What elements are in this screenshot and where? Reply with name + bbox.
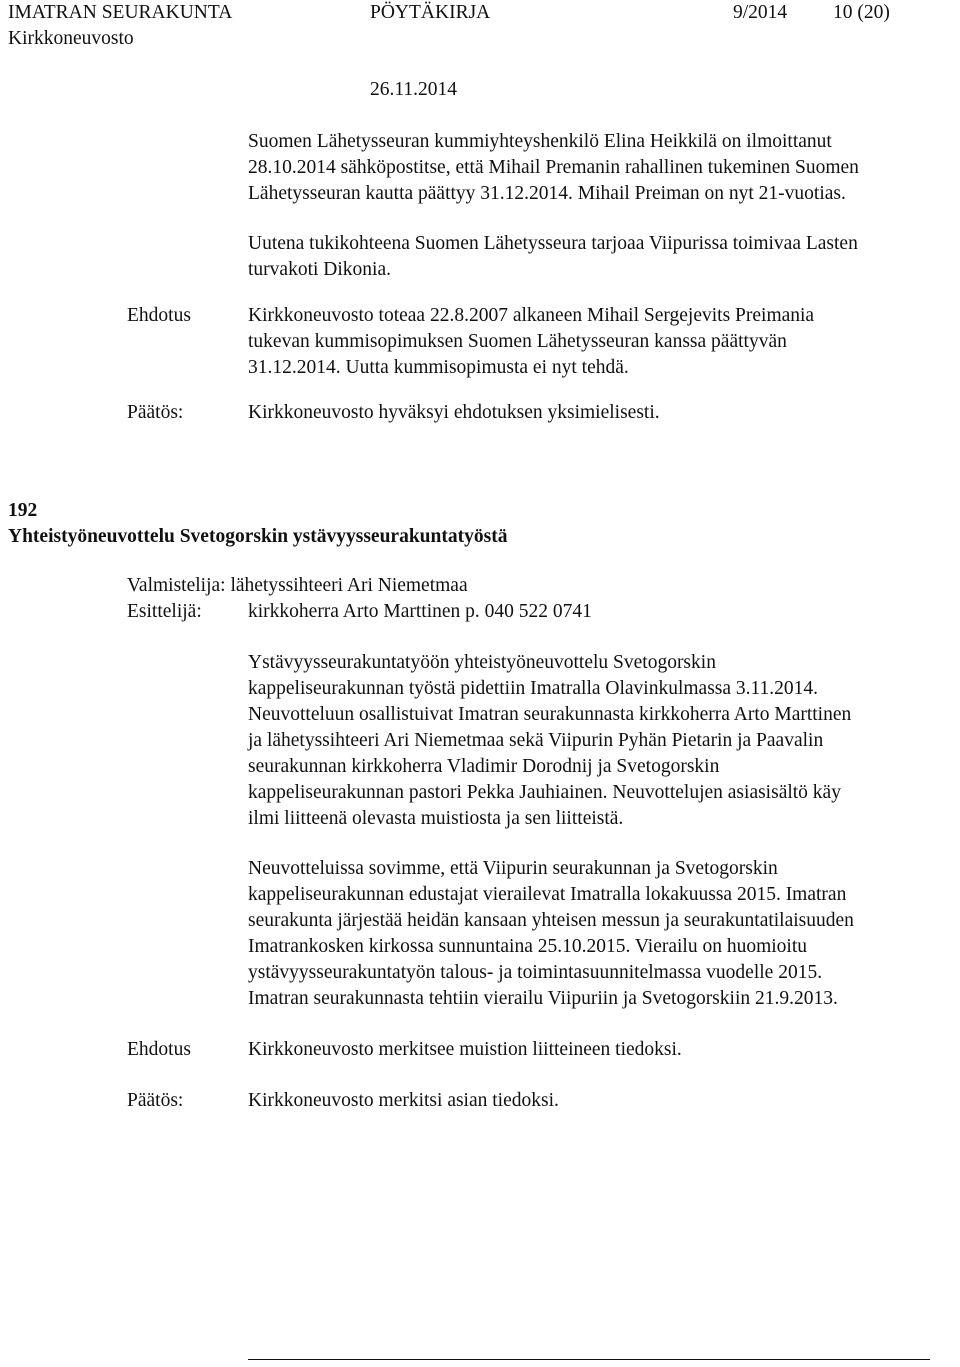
text-line: Ystävyysseurakuntatyöön yhteistyöneuvottelu Svetogorskin xyxy=(248,652,716,673)
page-number: 10 (20) xyxy=(833,2,890,23)
signature-line xyxy=(248,1359,930,1360)
text-line: Imatrankosken kirkossa sunnuntaina 25.10.2015. Vierailu on huomioitu xyxy=(248,936,808,957)
text-line: Neuvotteluissa sovimme, että Viipurin seurakunnan ja Svetogorskin xyxy=(248,858,778,879)
item-proposal-label: Ehdotus xyxy=(127,1039,191,1060)
text-line: Imatran seurakunnasta tehtiin vierailu Viipuriin ja Svetogorskiin 21.9.2013. xyxy=(248,988,838,1009)
item-decision-text: Kirkkoneuvosto merkitsi asian tiedoksi. xyxy=(248,1090,559,1111)
document-number: 9/2014 xyxy=(733,2,788,23)
text-line: kappeliseurakunnan työstä pidettiin Imatralla Olavinkulmassa 3.11.2014. xyxy=(248,678,819,699)
text-line: seurakunta järjestää heidän kansaan yhteisen messun ja seurakuntatilaisuuden xyxy=(248,910,854,931)
text-line: kappeliseurakunnan edustajat vierailevat Imatralla lokakuussa 2015. Imatran xyxy=(248,884,847,905)
item-title: Yhteistyöneuvottelu Svetogorskin ystävyysseurakuntatyöstä xyxy=(8,526,508,547)
item-decision-label: Päätös: xyxy=(127,1090,184,1111)
prev-paragraph-2 xyxy=(248,231,948,283)
text-line: tukevan kummisopimuksen Suomen Lähetysseuran kanssa päättyvän xyxy=(248,331,787,352)
text-line: Suomen Lähetysseuran kummiyhteyshenkilö Elina Heikkilä on ilmoittanut xyxy=(248,131,832,152)
org-name: IMATRAN SEURAKUNTA xyxy=(8,2,233,23)
text-line: ystävyysseurakuntatyön talous- ja toimintasuunnitelmassa vuodelle 2015. xyxy=(248,962,823,983)
text-line: Lähetysseuran kautta päättyy 31.12.2014. Mihail Preiman on nyt 21-vuotias. xyxy=(248,183,846,204)
text-line: Kirkkoneuvosto toteaa 22.8.2007 alkaneen Mihail Sergejevits Preimania xyxy=(248,305,815,326)
item-number: 192 xyxy=(8,500,38,521)
item-paragraph-1 xyxy=(248,650,948,832)
text-line: turvakoti Dikonia. xyxy=(248,259,391,280)
proposal-label: Ehdotus xyxy=(127,305,191,326)
decision-label: Päätös: xyxy=(127,402,184,423)
presenter-value: kirkkoherra Arto Marttinen p. 040 522 0741 xyxy=(248,601,592,622)
text-line: 31.12.2014. Uutta kummisopimusta ei nyt tehdä. xyxy=(248,357,629,378)
text-line: Neuvotteluun osallistuivat Imatran seurakunnasta kirkkoherra Arto Marttinen xyxy=(248,704,852,725)
text-line: kappeliseurakunnan pastori Pekka Jauhiainen. Neuvottelujen asiasisältö käy xyxy=(248,782,841,803)
presenter-label: Esittelijä: xyxy=(127,601,202,622)
text-line: Uutena tukikohteena Suomen Lähetysseura tarjoaa Viipurissa toimivaa Lasten xyxy=(248,233,858,254)
document-type: PÖYTÄKIRJA xyxy=(370,2,491,23)
preparer: Valmistelija: lähetyssihteeri Ari Niemetmaa xyxy=(127,575,468,596)
body-name: Kirkkoneuvosto xyxy=(8,28,134,49)
decision-text: Kirkkoneuvosto hyväksyi ehdotuksen yksimielisesti. xyxy=(248,402,660,423)
prev-paragraph-1 xyxy=(248,129,948,207)
meeting-date: 26.11.2014 xyxy=(370,79,458,100)
text-line: ja lähetyssihteeri Ari Niemetmaa sekä Viipurin Pyhän Pietarin ja Paavalin xyxy=(248,730,824,751)
text-line: 28.10.2014 sähköpostitse, että Mihail Premanin rahallinen tukeminen Suomen xyxy=(248,157,859,178)
proposal-text xyxy=(248,303,948,381)
text-line: seurakunnan kirkkoherra Vladimir Dorodnij ja Svetogorskin xyxy=(248,756,720,777)
item-proposal-text: Kirkkoneuvosto merkitsee muistion liitteineen tiedoksi. xyxy=(248,1039,682,1060)
item-paragraph-2 xyxy=(248,856,948,1012)
text-line: ilmi liitteenä olevasta muistiosta ja sen liitteistä. xyxy=(248,808,624,829)
